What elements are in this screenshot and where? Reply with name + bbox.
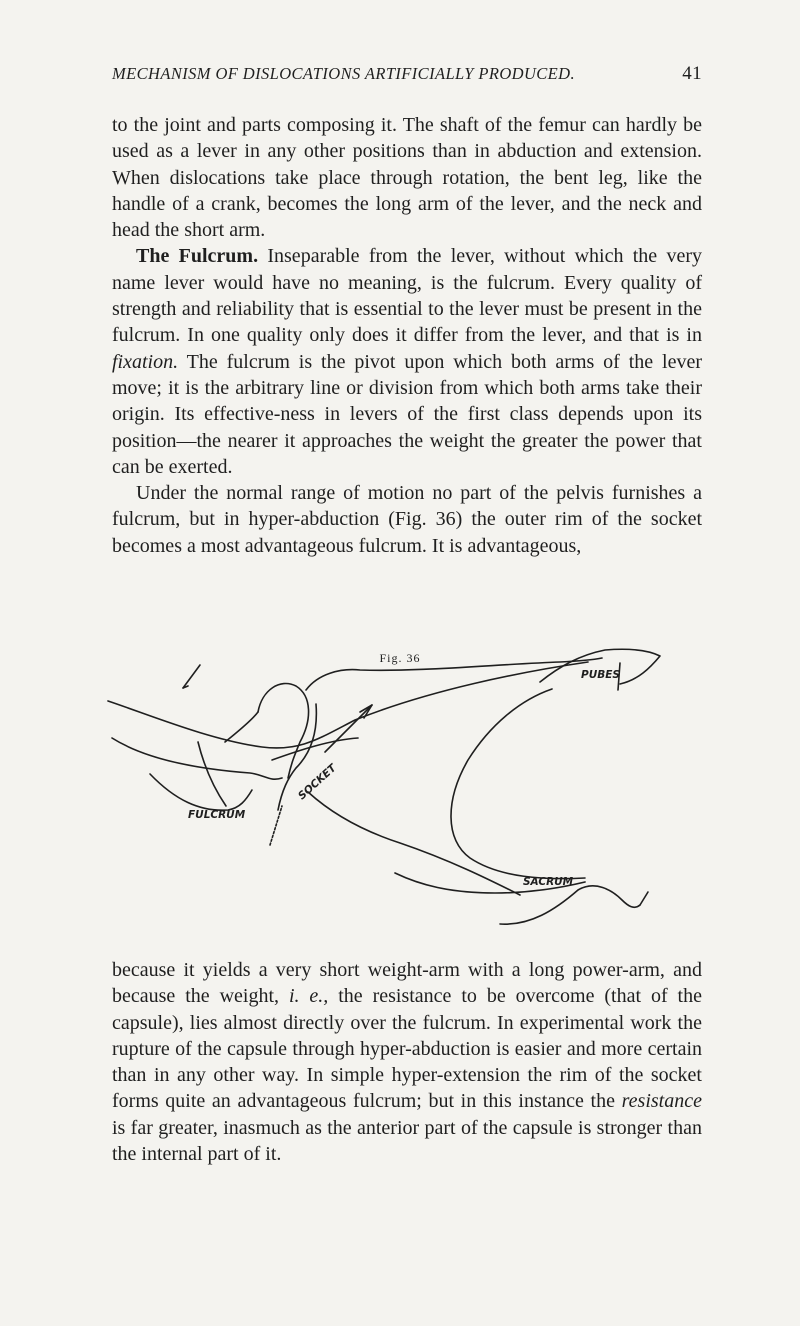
lever-arrow [325,705,372,752]
paragraph-3: Under the normal range of motion no part of the pelvis furnishes a fulcrum, but in hyper-abduction (Fig. 36) the outer rim of the socket becomes a most advantageous fulcrum. It is advantageous, [112,482,702,557]
femur-trochanter [150,774,252,810]
pelvis-upper [272,738,358,760]
sacrum-bottom [500,886,640,924]
femur-lower-line [112,738,282,779]
pubic-arch [451,689,585,879]
label-fulcrum: FULCRUM [188,809,246,821]
paragraph-4 [112,957,702,1167]
running-head [112,64,702,84]
paragraph-fulcrum-text-a: Inseparable from the lever, without which the very name lever would have no meaning, is the fulcrum. Every quality of strength and reliability that is essential to the lever must be present in the fulcrum. In one quality only does it differ from the lever, and that is in [112,245,703,347]
emphasis-ie: i. e., [288,985,329,1008]
emphasis-fixation: fixation. [112,350,179,373]
femur-head [258,684,309,778]
page-number: 41 [682,63,702,84]
running-head-title: MECHANISM OF DISLOCATIONS ARTIFICIALLY PRODUCED. [112,64,575,83]
label-sacrum: SACRUM [523,876,574,888]
paragraph-4-text-c: is far greater, inasmuch as the anterior part of the capsule is stronger than the internal part of it. [112,1116,702,1166]
figure-caption: Fig. 36 [379,651,421,665]
paragraph-4-text-a: because it yields a very short weight-arm with a long power-arm, and because the weight, [112,959,702,1008]
fulcrum-marker [270,806,282,845]
top-tick-foot [183,686,188,688]
sacrum-tail [640,892,648,905]
label-pubes: PUBES [581,669,620,681]
femur-neck-inner [225,712,258,742]
body-text-upper [112,112,702,559]
femur-upper-line [108,662,588,748]
pelvis-lower [395,873,585,893]
paragraph-4-text-b: the resistance to be overcome (that of the capsule), lies almost directly over the fulcrum. In experimental work the rupture of the capsule through hyper-abduction is easier and more certain than in any other way. In simple hyper-extension the rim of the socket forms quite an advantageous fulcrum; but in this instance the [112,985,702,1113]
emphasis-resistance: resistance [621,1090,702,1113]
lever-arrowhead [360,705,372,718]
paragraph-fulcrum-text-b: The fulcrum is the pivot upon which both arms of the lever move; it is the arbitrary line or division from which both arms take their origin. Its effective-ness in levers of the first class depends upon its position—the nearer it approaches the weight the greater the power that can be exerted. [112,350,702,478]
paragraph-fulcrum [112,243,702,480]
femur-shaft-medial [198,742,226,806]
section-heading-fulcrum: The Fulcrum. [136,245,259,268]
pubes-cap [618,663,620,690]
pelvis-outer [308,792,520,895]
top-tick [183,665,200,688]
label-socket: SOCKET [295,762,339,803]
socket-inner [278,704,316,810]
paragraph-1: to the joint and parts composing it. The shaft of the femur can hardly be used as a lever in any other positions than in abduction and extension. When dislocations take place through rotation, the bent leg, like the handle of a crank, becomes the long arm of the lever, and the neck and head the short arm. [112,114,702,242]
body-text-lower [112,957,702,1167]
